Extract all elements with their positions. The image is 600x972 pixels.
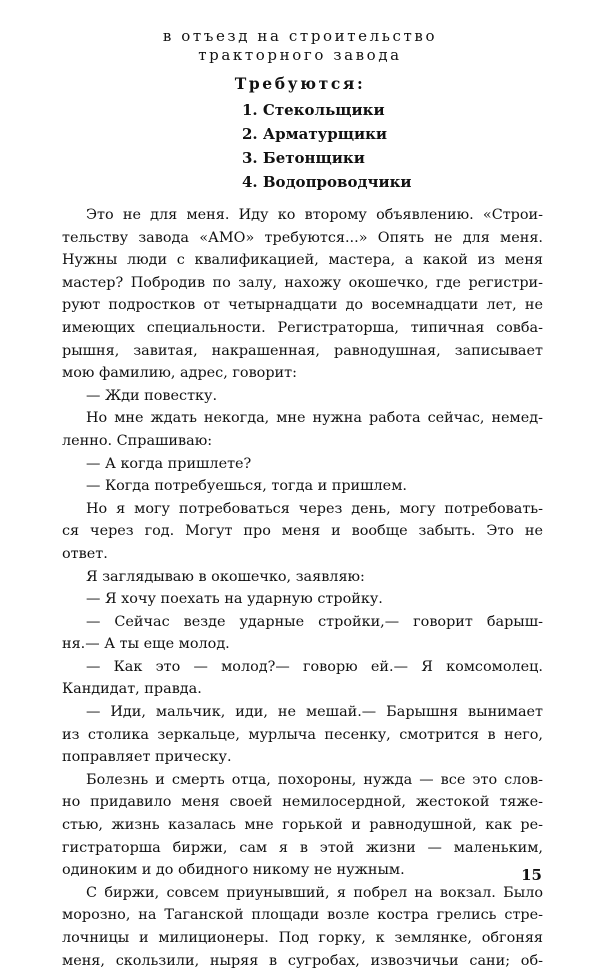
job-list-item: 4. Водопроводчики — [242, 173, 412, 191]
text-line: мастер? Побродив по залу, нахожу окошечко, где регистри- — [62, 274, 543, 291]
text-line: гистраторша биржи, сам я в этой жизни — маленьким, — [62, 839, 543, 856]
text-line: ленно. Спрашиваю: — [62, 432, 213, 449]
job-list-item: 1. Стекольщики — [242, 101, 385, 119]
text-line: Но я могу потребоваться через день, могу потребовать- — [86, 500, 543, 517]
text-line: — Когда потребуешься, тогда и пришлем. — [86, 478, 407, 495]
text-line: поправляет прическу. — [62, 749, 232, 766]
text-line: Это не для меня. Иду ко второму объявлению. «Строи- — [86, 207, 543, 223]
job-list — [242, 98, 412, 194]
page-number: 15 — [521, 866, 542, 884]
text-line: меня, скользили, ныряя в сугробах, извозчичьи сани; об- — [62, 952, 543, 969]
text-line: но придавило меня своей немилосердной, жестокой тяже- — [62, 794, 543, 811]
text-line: ня.— А ты еще молод. — [62, 636, 230, 653]
text-line: Кандидат, правда. — [62, 681, 202, 698]
text-line: — Сейчас везде ударные стройки,— говорит барыш- — [86, 613, 543, 630]
text-line: — Как это — молод?— говорю ей.— Я комсомолец. — [86, 658, 543, 675]
text-line: лочницы и милиционеры. Под горку, к землянке, обгоняя — [62, 930, 543, 946]
body-text — [62, 204, 543, 972]
job-list-item: 3. Бетонщики — [242, 149, 365, 167]
text-line: Болезнь и смерть отца, похороны, нужда — все это слов- — [86, 771, 543, 788]
text-line: — Иди, мальчик, иди, не мешай.— Барышня вынимает — [86, 704, 543, 721]
text-line: — А когда пришлете? — [86, 455, 252, 472]
text-line: ответ. — [62, 545, 108, 562]
text-line: руют подростков от четырнадцати до восемнадцати лет, не — [62, 297, 543, 314]
text-line: стью, жизнь казалась мне горькой и равнодушной, как ре- — [62, 817, 543, 834]
text-line: из столика зеркальце, мурлыча песенку, смотрится в него, — [62, 726, 543, 743]
text-line: мою фамилию, адрес, говорит: — [62, 365, 297, 382]
text-line: имеющих специальности. Регистраторша, типичная совба- — [62, 319, 543, 336]
text-line: Но мне ждать некогда, мне нужна работа сейчас, немед- — [86, 410, 543, 427]
text-line: Нужны люди с квалификацией, мастера, а какой из меня — [62, 252, 543, 269]
text-line: Я заглядываю в окошечко, заявляю: — [86, 568, 365, 585]
job-list-item: 2. Арматурщики — [242, 125, 388, 143]
text-line: одиноким и до обидного никому не нужным. — [62, 862, 405, 879]
announcement-heading-line-2: тракторного завода — [198, 46, 402, 64]
text-line: тельству завода «АМО» требуются...» Опять не для меня. — [62, 229, 543, 246]
text-line: С биржи, совсем приунывший, я побрел на вокзал. Было — [86, 884, 543, 901]
announcement-required-label: Требуются: — [234, 74, 366, 93]
text-line: — Жди повестку. — [86, 387, 218, 404]
text-line: — Я хочу поехать на ударную стройку. — [86, 591, 383, 608]
text-line: морозно, на Таганской площади возле костра грелись стре- — [62, 907, 543, 924]
text-line: рышня, завитая, накрашенная, равнодушная, записывает — [62, 342, 543, 359]
announcement-heading-line-1: в отъезд на строительство — [162, 27, 438, 45]
text-line: ся через год. Могут про меня и вообще забыть. Это не — [62, 523, 543, 540]
